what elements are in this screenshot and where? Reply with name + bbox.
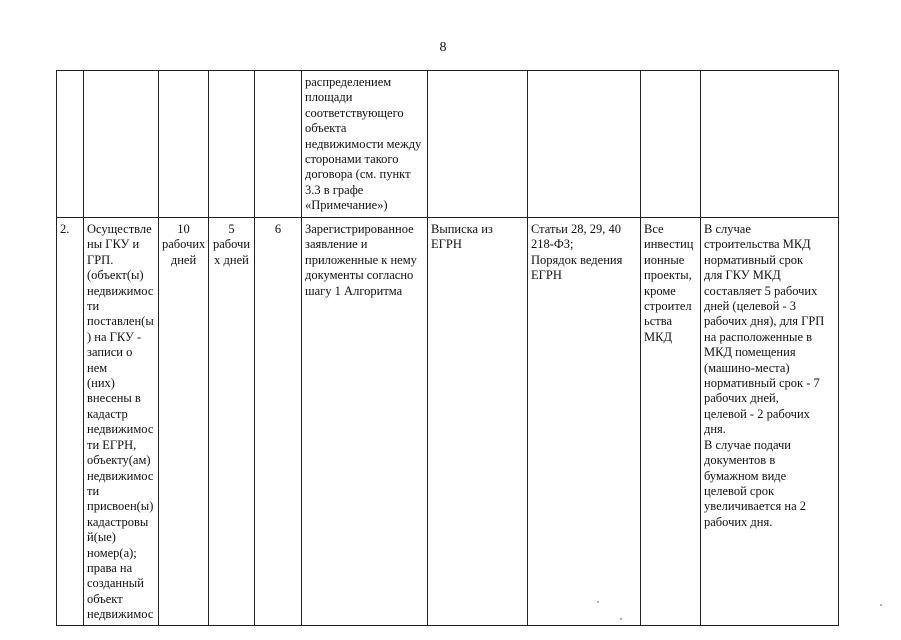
cell-notes — [701, 218, 839, 626]
result-text: Осуществле ны ГКУ и ГРП. (объект(ы) недвижимос ти поставлен(ы ) на ГКУ - записи о нем (них) внесены в кадастр недвижимос ти ЕГРН, объекту(ам) недвижимос ти присвоен(ы) кадастровы й(ые) номер(а); права на созданный объект недвижимос — [87, 222, 154, 622]
documents-text: Зарегистрированное заявление и приложенные к нему документы согласно шагу 1 Алгоритма — [305, 222, 417, 298]
cell-legal-basis — [528, 218, 641, 626]
cell-output — [428, 218, 528, 626]
cell-max-term — [159, 71, 209, 218]
legal-basis-text: Статьи 28, 29, 40 218-ФЗ; Порядок ведения ЕГРН — [531, 222, 623, 283]
cell-documents — [302, 218, 428, 626]
page-number: 8 — [439, 40, 447, 55]
table-row-2 — [57, 218, 839, 626]
prev-step-text: 6 — [274, 222, 282, 236]
cell-prev-step — [255, 218, 302, 626]
cell-result — [84, 71, 159, 218]
document-table — [56, 70, 839, 626]
cell-target-term — [209, 71, 255, 218]
output-text: Выписка из ЕГРН — [431, 222, 493, 252]
notes-text: В случае строительства МКД нормативный срок для ГКУ МКД составляет 5 рабочих дней (целевой - 3 рабочих дня), для ГРП на расположенные в МКД помещения (машино-места) нормативный срок - 7 рабочих дней, целевой - 2 рабочих дня. В случае подачи документов в бумажном виде целевой срок увеличивается на 2 рабочих дня. — [704, 222, 825, 529]
target-term-text: 5 рабочи х дней — [212, 222, 251, 267]
cell-applicability — [641, 71, 701, 218]
cell-num — [57, 218, 84, 626]
scan-speck — [597, 601, 599, 603]
row-number: 2. — [60, 222, 70, 236]
scan-speck — [620, 618, 622, 620]
cell-output — [428, 71, 528, 218]
cell-num — [57, 71, 84, 218]
cell-documents — [302, 71, 428, 218]
table-row-continuation — [57, 71, 839, 218]
cell-target-term — [209, 218, 255, 626]
cell-result — [84, 218, 159, 626]
cell-documents-text: распределением площади соответствующего объекта недвижимости между сторонами такого договора (см. пункт 3.3 в графе «Примечание») — [305, 75, 422, 213]
cell-notes — [701, 71, 839, 218]
cell-prev-step — [255, 71, 302, 218]
max-term-text: 10 рабочих дней — [162, 222, 206, 267]
scan-speck — [880, 604, 882, 606]
cell-legal-basis — [528, 71, 641, 218]
cell-applicability — [641, 218, 701, 626]
cell-max-term — [159, 218, 209, 626]
applicability-text: Все инвестиц ионные проекты, кроме строител ьства МКД — [644, 222, 694, 344]
